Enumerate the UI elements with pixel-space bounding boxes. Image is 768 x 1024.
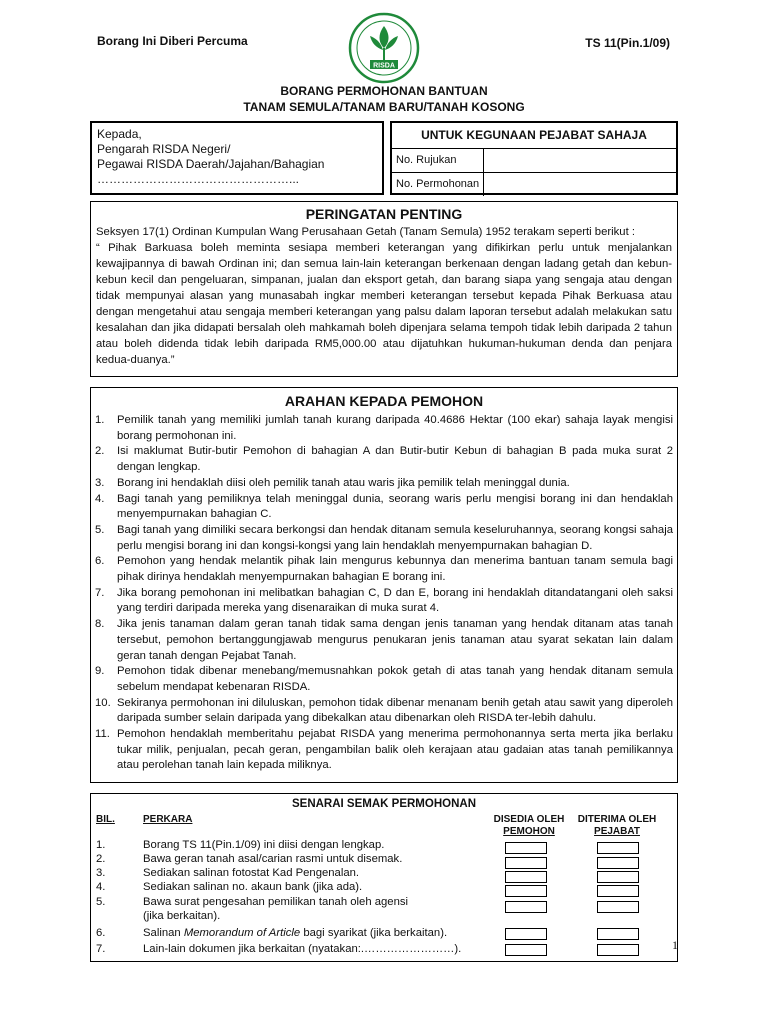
instruction-item: [95, 727, 673, 774]
column-header-office-line2: PEJABAT: [594, 826, 640, 837]
applicant-checkbox[interactable]: [505, 857, 547, 869]
instructions-list: [95, 413, 673, 774]
checklist-number: 2.: [96, 853, 106, 865]
checklist-item: [96, 880, 362, 894]
checklist-text: Bawa geran tanah asal/carian rasmi untuk disemak.: [143, 853, 403, 865]
instruction-item: [95, 617, 673, 664]
instruction-item: [95, 554, 673, 585]
office-use-box: [390, 121, 678, 195]
application-number-row: [392, 173, 676, 196]
office-checkbox[interactable]: [597, 842, 639, 854]
instruction-number: 1.: [95, 414, 105, 426]
office-checkbox[interactable]: [597, 901, 639, 913]
office-checkbox[interactable]: [597, 857, 639, 869]
instruction-text: Jika borang pemohonan ini melibatkan bahagian C, D dan E, borang ini hendaklah ditandatangani oleh saksi yang terdiri daripada mereka yang disenaraikan di muka surat 4.: [117, 586, 673, 615]
instruction-item: [95, 523, 673, 554]
instruction-number: 11.: [95, 728, 110, 741]
checklist-item: [96, 838, 384, 852]
column-header-applicant-line1: DISEDIA OLEH: [493, 814, 565, 825]
office-use-title: UNTUK KEGUNAAN PEJABAT SAHAJA: [392, 123, 676, 149]
instruction-text: Pemohon hendaklah memberitahu pejabat RISDA yang menerima permohonannya serta merta jika berlaku tukar milik, penjualan, pecah geran, pengambilan balik oleh kerajaan atau gadaian atas tanah pemilikannya atau perolehan tanah lain kepada miliknya.: [117, 728, 673, 772]
instruction-number: 6.: [95, 555, 105, 568]
applicant-checkbox[interactable]: [505, 928, 547, 940]
checklist-item: [96, 866, 359, 880]
warning-quote: “ Pihak Barkuasa boleh meminta sesiapa memberi keterangan yang difikirkan perlu untuk menjalankan kewajipannya di bawah Ordinan ini; dan semua lain-lain keterangan berkenaan dengan ladang getah dan kebun-kebun kecil dan pengeluaran, simpanan, jualan dan eksport getah, dan barang siapa yang sengaja atau dengan tidak mempunyai alasan yang munasabah ingkar memberi keterangan tersebut kepada Pihak Berkuasa atau dengan mengetahui atau sengaja memberi keterangan yang palsu dalam laporan tersebut adalah melakukan satu kesalahan dan jika didapati bersalah oleh mahkamah boleh dipenjara selama tempoh tidak lebih daripada 2 tahun atau boleh didenda tidak lebih daripada RM5,000.00 atau dijatuhkan hukuman-hukuman denda dan penjara kedua-duanya.”: [96, 242, 672, 366]
office-checkbox[interactable]: [597, 885, 639, 897]
checklist-text: Bawa surat pengesahan pemilikan tanah oleh agensi: [143, 896, 409, 908]
instruction-item: [95, 444, 673, 475]
instruction-number: 9.: [95, 665, 105, 678]
instruction-text: Jika jenis tanaman dalam geran tanah tidak sama dengan jenis tanaman yang hendak ditanam atas tanah tersebut, pemohon bertanggungjawab mengurus penukaran jenis tanaman atau syarat sekatan lain dalam geran tanah dengan Pejabat Tanah.: [117, 618, 673, 662]
checklist-text-emphasis: Memorandum of Article: [183, 927, 301, 939]
checklist-text-suffix: bagi syarikat (jika berkaitan).: [300, 927, 448, 939]
logo-text: RISDA: [373, 62, 395, 70]
instruction-text: Sekiranya permohonan ini diluluskan, pemohon tidak dibenar menanam benih getah atau sawit yang diperoleh daripada sumber selain daripada yang dibekalkan atau dibenarkan oleh RISDA ter-lebih dahulu.: [117, 696, 673, 725]
instruction-item: [95, 696, 673, 727]
reference-field[interactable]: [484, 149, 676, 172]
instruction-text: Bagi tanah yang dimiliki secara berkongsi dan hendak ditanam semula keseluruhannya, seorang kongsi sahaja perlu mengisi borang ini dan kongsi-kongsi yang lain hendaklah menyempurnakan bahagian D.: [117, 523, 673, 552]
instruction-number: 2.: [95, 445, 105, 458]
instruction-item: [95, 664, 673, 695]
instruction-text: Isi maklumat Butir-butir Pemohon di bahagian A dan Butir-butir Kebun di bahagian B pada muka surat 2 dengan lengkap.: [117, 445, 673, 474]
checklist-number: 5.: [96, 896, 106, 908]
checklist-text: Sediakan salinan fotostat Kad Pengenalan.: [143, 867, 360, 879]
checklist-item: [96, 852, 402, 866]
instructions-title: ARAHAN KEPADA PEMOHON: [284, 393, 484, 409]
warning-intro: Seksyen 17(1) Ordinan Kumpulan Wang Perusahaan Getah (Tanam Semula) 1952 terakam seperti berikut :: [96, 226, 635, 238]
column-header-office-line1: DITERIMA OLEH: [577, 814, 657, 825]
applicant-checkbox[interactable]: [505, 871, 547, 883]
checklist-box: [90, 793, 678, 962]
checklist-number: 7.: [96, 943, 106, 955]
addressee-box: [90, 121, 384, 195]
form-title-line1: BORANG PERMOHONAN BANTUAN: [280, 84, 488, 98]
column-header-office: [567, 814, 667, 838]
instruction-text: Borang ini hendaklah diisi oleh pemilik tanah atau waris jika pemilik telah meninggal dunia.: [117, 476, 570, 489]
warning-box: [90, 201, 678, 377]
instruction-text: Bagi tanah yang pemiliknya telah meninggal dunia, seorang waris perlu mengisi borang ini dan hendaklah menyempurnakan bahagian C.: [117, 492, 673, 521]
column-header-perkara: PERKARA: [143, 814, 193, 825]
application-number-field[interactable]: [484, 173, 676, 196]
checklist-item: [96, 926, 447, 940]
instruction-number: 5.: [95, 523, 105, 536]
column-header-bil: BIL.: [96, 814, 115, 825]
addressee-line: Pengarah RISDA Negeri/: [97, 142, 231, 156]
instruction-item: [95, 476, 673, 492]
checklist-item: [96, 942, 461, 956]
free-form-note: Borang Ini Diberi Percuma: [97, 34, 248, 48]
risda-logo: [348, 12, 420, 84]
instruction-number: 3.: [95, 476, 105, 489]
addressee-blank-line[interactable]: …………………………………………...: [97, 172, 300, 186]
checklist-text: Salinan: [143, 927, 184, 939]
office-checkbox[interactable]: [597, 928, 639, 940]
office-checkbox[interactable]: [597, 871, 639, 883]
form-code: TS 11(Pin.1/09): [585, 36, 670, 50]
instructions-box: [90, 387, 678, 783]
instruction-item: [95, 413, 673, 444]
checklist-text-continued: (jika berkaitan).: [143, 910, 221, 922]
applicant-checkbox[interactable]: [505, 944, 547, 956]
instruction-text: Pemilik tanah yang memiliki jumlah tanah kurang daripada 40.4686 Hektar (100 ekar) sahaja layak mengisi borang permohonan ini.: [117, 414, 673, 442]
page-number: 1: [672, 938, 678, 952]
form-title-line2: TANAM SEMULA/TANAM BARU/TANAH KOSONG: [243, 100, 525, 114]
checklist-item: [96, 895, 408, 923]
instruction-number: 7.: [95, 586, 105, 599]
applicant-checkbox[interactable]: [505, 885, 547, 897]
instruction-text: Pemohon tidak dibenar menebang/memusnahkan pokok getah di atas tanah yang hendak ditanam semula sebelum mendapat kebenaran RISDA.: [117, 665, 673, 693]
checklist-text: Lain-lain dokumen jika berkaitan (nyatakan:.……………………).: [143, 943, 462, 955]
addressee-line: Kepada,: [97, 127, 142, 141]
column-header-applicant: [479, 814, 579, 838]
warning-title: PERINGATAN PENTING: [305, 206, 463, 222]
applicant-checkbox[interactable]: [505, 901, 547, 913]
instruction-number: 10.: [95, 696, 111, 709]
checklist-number: 1.: [96, 839, 106, 851]
checklist-text: Sediakan salinan no. akaun bank (jika ada).: [143, 881, 363, 893]
checklist-text: Borang TS 11(Pin.1/09) ini diisi dengan lengkap.: [143, 839, 385, 851]
instruction-item: [95, 492, 673, 523]
checklist-title: SENARAI SEMAK PERMOHONAN: [291, 798, 476, 810]
checklist-number: 6.: [96, 927, 106, 939]
addressee-line: Pegawai RISDA Daerah/Jajahan/Bahagian: [97, 157, 325, 171]
instruction-number: 8.: [95, 618, 105, 631]
column-header-applicant-line2: PEMOHON: [503, 826, 555, 837]
reference-row: [392, 149, 676, 173]
application-number-label: No. Permohonan: [392, 173, 484, 196]
checklist-number: 4.: [96, 881, 106, 893]
applicant-checkbox[interactable]: [505, 842, 547, 854]
instruction-text: Pemohon yang hendak melantik pihak lain mengurus kebunnya dan menerima bantuan tanam semula bagi pihak dirinya hendaklah menyempurnakan bahagian E borang ini.: [117, 555, 673, 584]
checklist-number: 3.: [96, 867, 106, 879]
office-checkbox[interactable]: [597, 944, 639, 956]
instruction-number: 4.: [95, 492, 105, 505]
instruction-item: [95, 586, 673, 617]
reference-label: No. Rujukan: [392, 149, 484, 172]
